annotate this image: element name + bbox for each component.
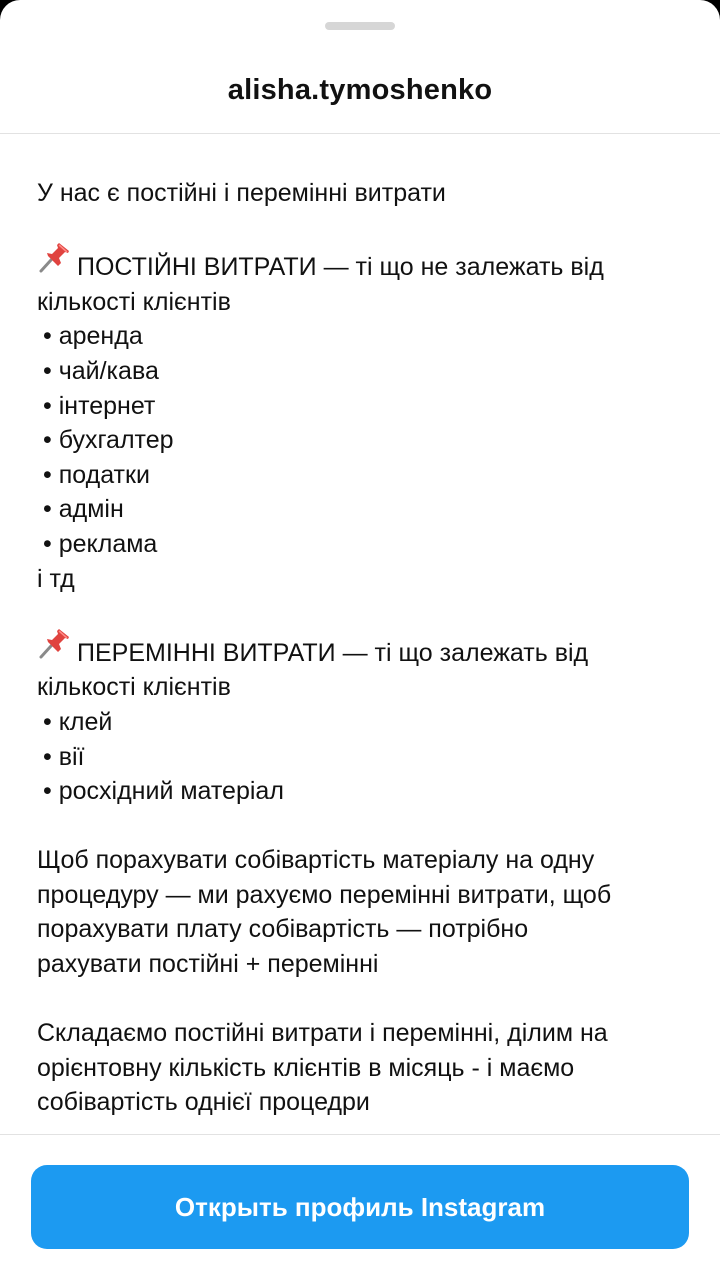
bullet: • bbox=[43, 391, 52, 420]
variable-costs-heading bbox=[37, 631, 697, 671]
paragraph-line: процедуру — ми рахуємо перемінні витрати, щоб bbox=[37, 880, 612, 909]
caption-intro: У нас є постійні і перемінні витрати bbox=[37, 179, 446, 207]
bottom-bar bbox=[0, 1134, 720, 1280]
list-item-text: податки bbox=[58, 460, 150, 489]
variable-costs-heading-text: ПЕРЕМІННІ ВИТРАТИ — ті що залежать від bbox=[77, 638, 589, 667]
bullet: • bbox=[43, 529, 52, 558]
list-item-text: аренда bbox=[58, 322, 143, 351]
fixed-costs-heading-line2: кількості клієнтів bbox=[37, 287, 231, 316]
bullet: • bbox=[43, 742, 52, 771]
list-item-text: адмін bbox=[58, 495, 124, 524]
bullet: • bbox=[43, 495, 52, 524]
list-item bbox=[37, 423, 697, 458]
paragraph-line: собівартість однієї процедри bbox=[37, 1088, 370, 1117]
list-item bbox=[37, 319, 697, 354]
list-item-text: вії bbox=[58, 742, 85, 771]
list-item bbox=[37, 354, 697, 389]
pushpin-icon bbox=[37, 629, 71, 659]
list-item-text: росхідний матеріал bbox=[58, 777, 284, 806]
bullet: • bbox=[43, 707, 52, 736]
list-item bbox=[37, 705, 697, 740]
fixed-costs-tail: і тд bbox=[37, 564, 75, 593]
list-item-text: інтернет bbox=[58, 391, 156, 420]
fixed-costs-heading-text: ПОСТІЙНІ ВИТРАТИ — ті що не залежать від bbox=[77, 253, 604, 282]
list-item-text: реклама bbox=[58, 529, 158, 558]
list-item bbox=[37, 492, 697, 527]
pushpin-icon bbox=[37, 243, 71, 273]
list-item bbox=[37, 389, 697, 424]
paragraph-line: Складаємо постійні витрати і перемінні, ділим на bbox=[37, 1019, 608, 1048]
bullet: • bbox=[43, 322, 52, 351]
bullet: • bbox=[43, 426, 52, 455]
list-item-text: клей bbox=[58, 707, 113, 736]
sheet-header bbox=[0, 0, 720, 134]
paragraph-line: порахувати плату собівартість — потрібно bbox=[37, 915, 529, 944]
paragraph-line: орієнтовну кількість клієнтів в місяць - і маємо bbox=[37, 1053, 575, 1082]
username-title: alisha.tymoshenko bbox=[227, 74, 493, 106]
fixed-costs-heading bbox=[37, 245, 697, 285]
bullet: • bbox=[43, 460, 52, 489]
bullet: • bbox=[43, 777, 52, 806]
list-item-text: бухгалтер bbox=[58, 426, 174, 455]
post-caption[interactable] bbox=[0, 134, 720, 1117]
list-item bbox=[37, 458, 697, 493]
paragraph-line: Щоб порахувати собівартість матеріалу на одну bbox=[37, 846, 595, 875]
paragraph-line: рахувати постійні + перемінні bbox=[37, 950, 379, 979]
list-item bbox=[37, 740, 697, 775]
list-item bbox=[37, 774, 697, 809]
caption-text bbox=[37, 176, 697, 1120]
list-item-text: чай/кава bbox=[58, 356, 159, 385]
open-instagram-profile-button[interactable]: Открыть профиль Instagram bbox=[31, 1165, 689, 1249]
bullet: • bbox=[43, 356, 52, 385]
variable-costs-heading-line2: кількості клієнтів bbox=[37, 673, 231, 702]
list-item bbox=[37, 527, 697, 562]
